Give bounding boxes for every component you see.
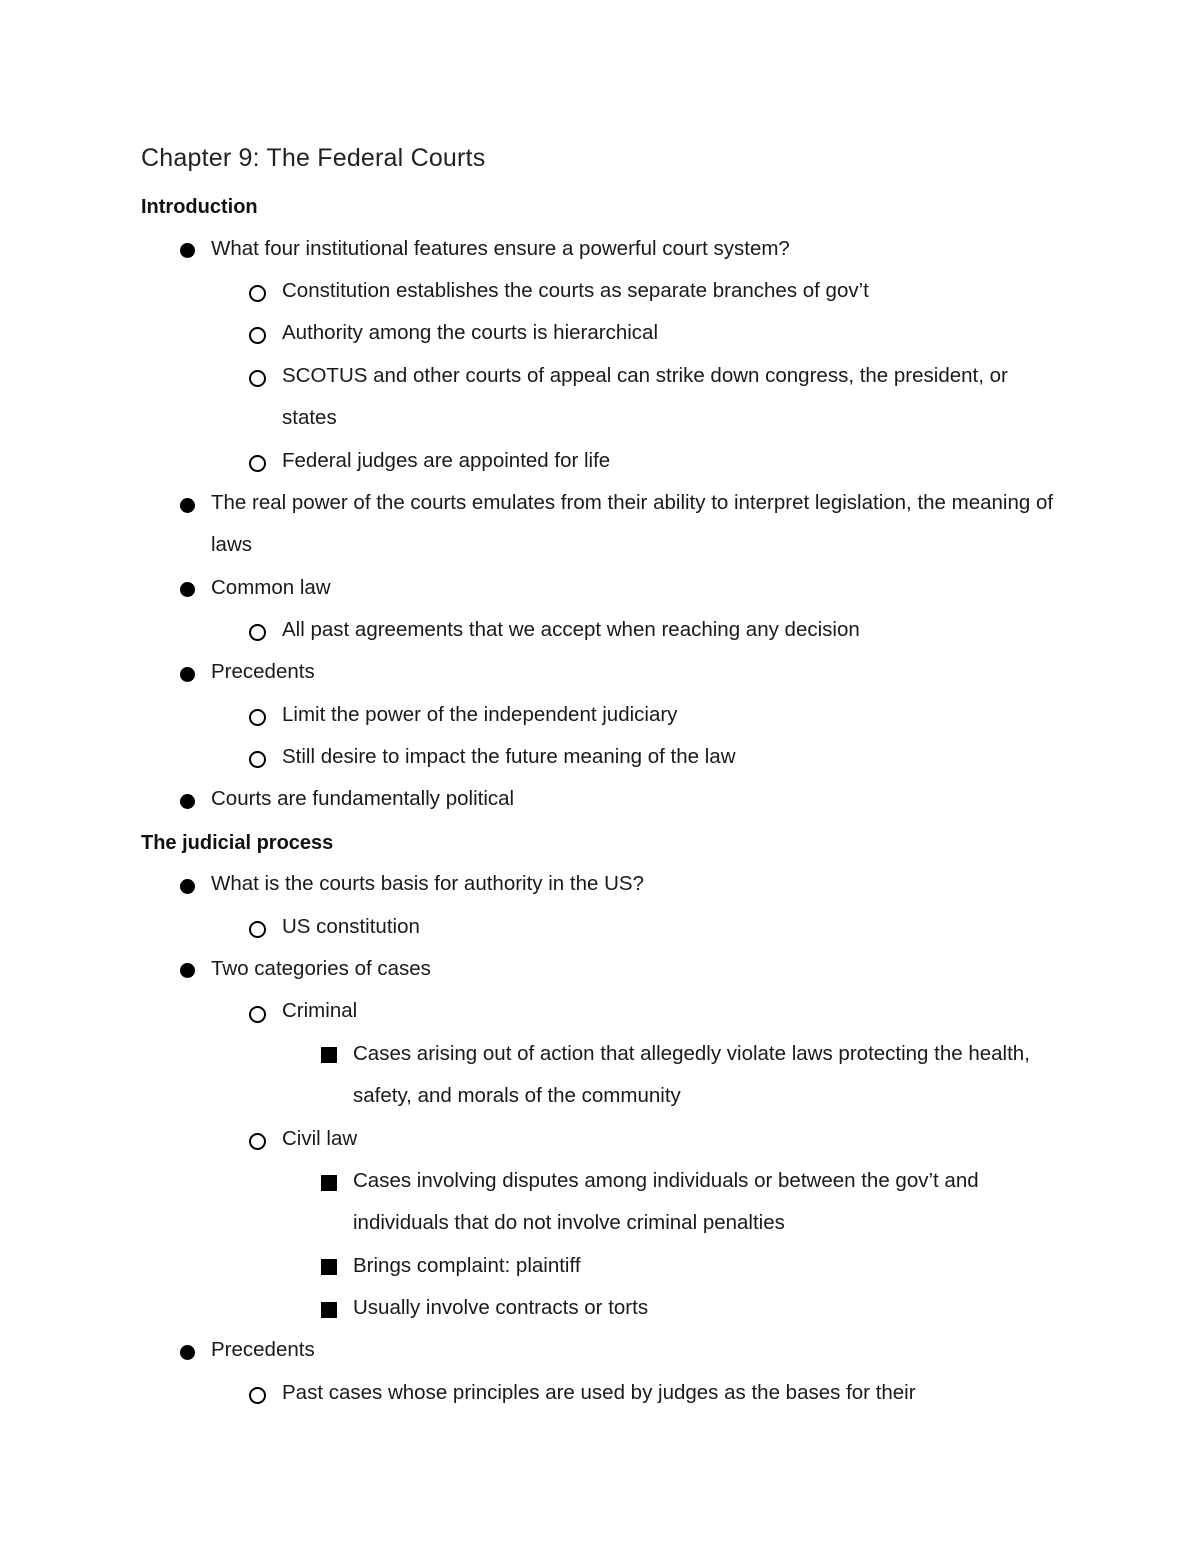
disc-bullet-icon (180, 582, 195, 597)
list-item: Criminal (282, 999, 358, 1022)
disc-bullet-icon (180, 498, 195, 513)
list-item: What is the courts basis for authority in the US? (211, 872, 644, 895)
circle-bullet-icon (249, 455, 266, 472)
section-heading-judicial-process: The judicial process (141, 832, 334, 854)
list-item: Common law (211, 576, 331, 599)
list-item: Cases involving disputes among individuals or between the gov’t and individuals that do not involve criminal penalties (353, 1169, 979, 1235)
list-item: Limit the power of the independent judiciary (282, 703, 678, 726)
list-item: Usually involve contracts or torts (353, 1296, 649, 1319)
list-item: US constitution (282, 915, 420, 938)
list-item: Precedents (211, 660, 315, 683)
page-title: Chapter 9: The Federal Courts (141, 144, 486, 172)
section-heading-introduction: Introduction (141, 196, 258, 218)
circle-bullet-icon (249, 1387, 266, 1404)
list-item: Courts are fundamentally political (211, 787, 515, 810)
circle-bullet-icon (249, 1133, 266, 1150)
circle-bullet-icon (249, 370, 266, 387)
list-item: Past cases whose principles are used by judges as the bases for their (282, 1381, 916, 1404)
list-item: Constitution establishes the courts as separate branches of gov’t (282, 279, 869, 302)
list-item: The real power of the courts emulates from their ability to interpret legislation, the meaning of laws (211, 491, 1054, 557)
circle-bullet-icon (249, 751, 266, 768)
list-item: All past agreements that we accept when reaching any decision (282, 618, 860, 641)
square-bullet-icon (321, 1259, 337, 1275)
list-item: What four institutional features ensure a powerful court system? (211, 237, 790, 260)
list-item: Civil law (282, 1127, 358, 1150)
list-item: Federal judges are appointed for life (282, 449, 611, 472)
circle-bullet-icon (249, 921, 266, 938)
list-item: Precedents (211, 1338, 315, 1361)
disc-bullet-icon (180, 667, 195, 682)
list-item: Brings complaint: plaintiff (353, 1254, 581, 1277)
list-item: SCOTUS and other courts of appeal can strike down congress, the president, or states (282, 364, 1008, 430)
disc-bullet-icon (180, 963, 195, 978)
circle-bullet-icon (249, 1006, 266, 1023)
list-item: Two categories of cases (211, 957, 431, 980)
list-item: Authority among the courts is hierarchical (282, 321, 659, 344)
circle-bullet-icon (249, 624, 266, 641)
disc-bullet-icon (180, 794, 195, 809)
circle-bullet-icon (249, 709, 266, 726)
disc-bullet-icon (180, 243, 195, 258)
square-bullet-icon (321, 1047, 337, 1063)
disc-bullet-icon (180, 879, 195, 894)
square-bullet-icon (321, 1302, 337, 1318)
list-item: Still desire to impact the future meaning of the law (282, 745, 736, 768)
square-bullet-icon (321, 1175, 337, 1191)
circle-bullet-icon (249, 285, 266, 302)
circle-bullet-icon (249, 327, 266, 344)
list-item: Cases arising out of action that allegedly violate laws protecting the health, safety, and morals of the community (353, 1042, 1030, 1108)
disc-bullet-icon (180, 1345, 195, 1360)
